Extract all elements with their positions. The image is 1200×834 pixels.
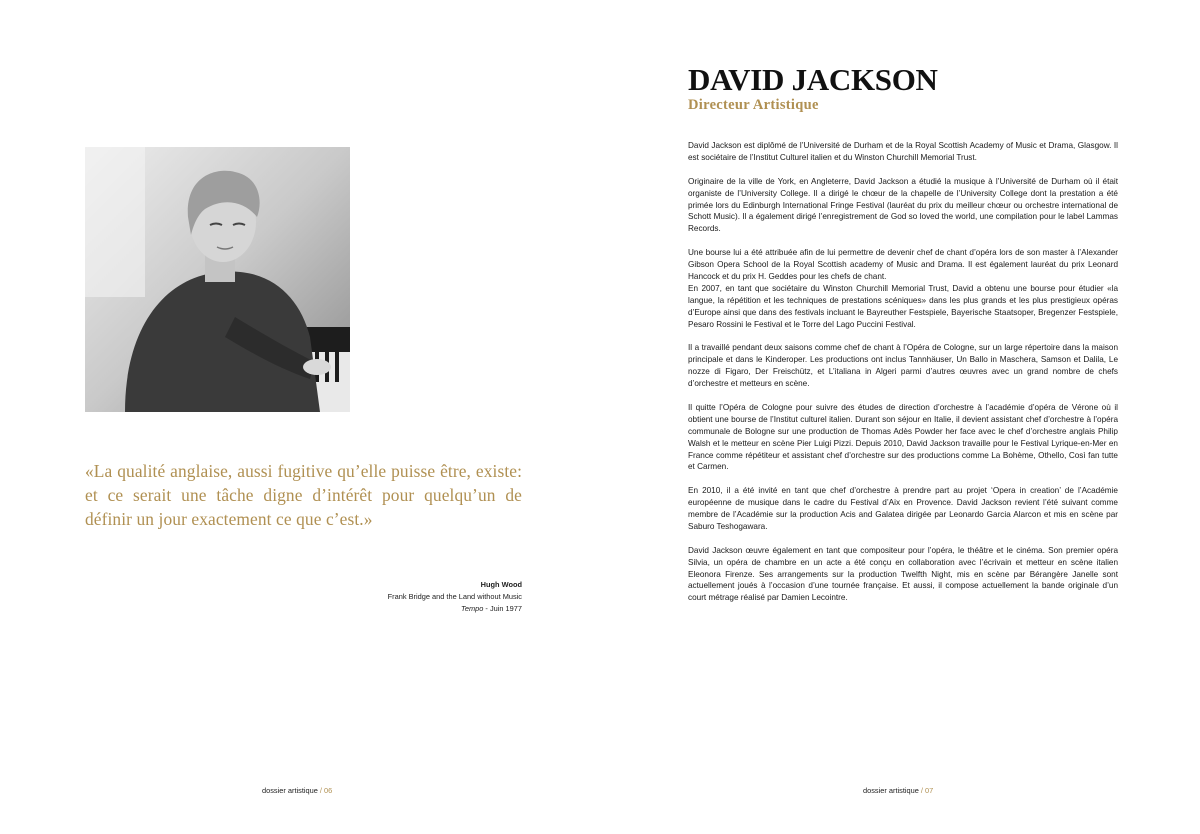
bio-paragraph: En 2007, en tant que sociétaire du Winston Churchill Memorial Trust, David a obtenu une bourse pour étudier «la langue, la répétition et les techniques de prestations scéniques» dans les plus grands et les plus prestigieux opéras d’Europe ainsi que dans des festivals incluant le Bayreuther Festspiele, Bayerische Staatsoper, Bregenzer Festspiele, Pesaro Rossini le Festival et le Torre del Lago Puccini Festival. — [688, 283, 1118, 329]
quote-author: Hugh Wood — [480, 580, 522, 589]
bio-paragraph: Il quitte l’Opéra de Cologne pour suivre des études de direction d’orchestre à l’académie d’opéra de Vérone où il obtient une bourse de l’Institut culturel italien. Durant son séjour en Italie, il devient assistant chef d’orchestre à l’opéra communale de Bologne sur une production de Thomas Adès Powder her face avec le chef d’orchestre anglais Philip Walsh et le metteur en scène Pier Luigi Pizzi. Depuis 2010, David Jackson travaille pour le Festival Lyrique-en-Mer en France comme répétiteur et assistant chef d’orchestre sur des productions comme La Bohème, Othello, Così fan tutte et Carmen. — [688, 402, 1118, 472]
quote-publication: Tempo — [461, 604, 484, 613]
bio-paragraph: David Jackson est diplômé de l’Université de Durham et de la Royal Scottish Academy of Music et Drama, Glasgow. Il est sociétaire de l’Institut Culturel italien et du Winston Churchill Memorial Trust. — [688, 141, 1118, 162]
footer-separator: / — [317, 786, 325, 795]
quote-source-work: Frank Bridge and the Land without Music — [387, 592, 522, 601]
quote-date: - Juin 1977 — [483, 604, 522, 613]
page-footer-right — [863, 786, 933, 795]
artist-name: DAVID JACKSON — [688, 62, 938, 97]
bio-paragraph: Originaire de la ville de York, en Angleterre, David Jackson a étudié la musique à l’Université de Durham où il était organiste de l’University College. Il a dirigé le chœur de la chapelle de l’University College dont la prestation a été primée lors du Edinburgh International Fringe Festival (lauréat du prix du meilleur chœur ou orchestre international de Schott Music). Il a également dirigé l’enregistrement de God so loved the world, une compilation pour le label Lammas Records. — [688, 176, 1118, 234]
page-number: 07 — [925, 786, 934, 795]
pianist-photo-illustration — [85, 147, 350, 412]
quote-attribution — [300, 579, 522, 615]
footer-label: dossier artistique — [262, 786, 318, 795]
right-page — [600, 0, 1200, 834]
bio-paragraph: Une bourse lui a été attribuée afin de lui permettre de devenir chef de chant d’opéra lors de son master à l’Alexander Gibson Opera School de la Royal Scottish academy of Music and Drama. Il est également lauréat du prix Leonard Hancock et du prix H. Geddes pour les chefs de chant. — [688, 248, 1118, 281]
page-footer-left — [262, 786, 332, 795]
pull-quote: «La qualité anglaise, aussi fugitive qu’elle puisse être, existe: et ce serait une tâche digne d’intérêt pour quelqu’un de définir un jour exactement ce que c’est.» — [85, 461, 522, 529]
quote-source-line — [300, 603, 522, 615]
footer-label: dossier artistique — [863, 786, 919, 795]
portrait-photo — [85, 147, 350, 412]
bio-paragraph: Il a travaillé pendant deux saisons comme chef de chant à l’Opéra de Cologne, sur un large répertoire dans la maison principale et dans le Kinderoper. Les productions ont inclus Tannhäuser, Un Ballo in Maschera, Samson et Dalila, Le nozze di Figaro, Der Freischütz, et L’italiana in Algeri parmi d’autres œuvres avec un grand nombre de chefs d’orchestre et metteurs en scène. — [688, 343, 1118, 389]
footer-separator: / — [918, 786, 926, 795]
bio-paragraph: David Jackson œuvre également en tant que compositeur pour l’opéra, le théâtre et le cinéma. Son premier opéra Silvia, un opéra de chambre en un acte a été conçu en collaboration avec l’écrivain et metteur en scène italien Eleonora Firenze. Ses arrangements sur la production Twelfth Night, mis en scène par Bérangère Janelle sont actuellement joués à l’occasion d’une tournée française. Et aussi, il compose actuellement la bande originale d’un court métrage réalisé par Damien Lecointre. — [688, 545, 1118, 603]
bio-paragraph: En 2010, il a été invité en tant que chef d’orchestre à prendre part au projet ‘Opera in creation’ de l’Académie européenne de musique dans le cadre du Festival d’Aix en Provence. David Jackson revient l’été suivant comme membre de l’Académie sur la production Acis and Galatea dirigée par Leonardo Garcia Alarcon et mis en scène par Saburo Teshogawara. — [688, 486, 1118, 531]
page-number: 06 — [324, 786, 333, 795]
artist-role: Directeur Artistique — [688, 97, 819, 113]
biography — [688, 140, 1118, 616]
